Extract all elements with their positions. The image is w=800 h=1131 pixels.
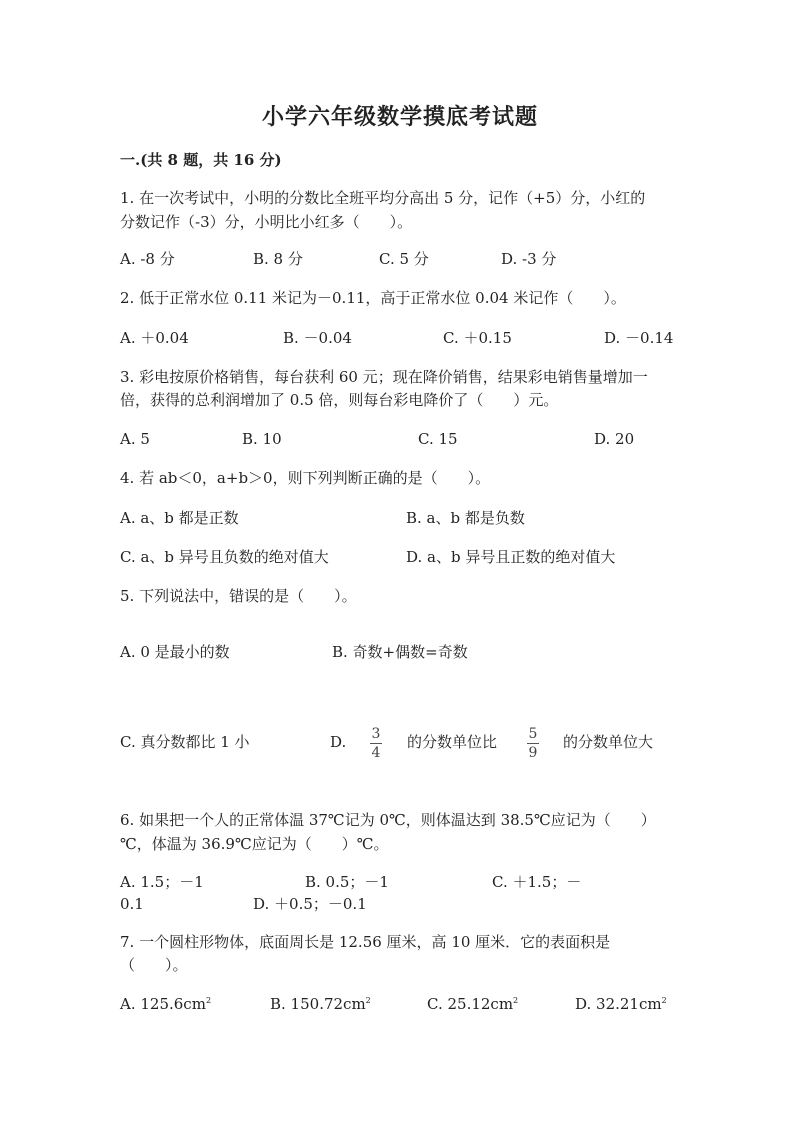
page-title: 小学六年级数学摸底考试题 bbox=[261, 104, 538, 130]
option-text: D. 32.21cm bbox=[575, 995, 662, 1013]
question-4-option-d: D. a、b 异号且正数的绝对值大 bbox=[406, 548, 616, 566]
unit-superscript: 2 bbox=[661, 996, 667, 1005]
unit-superscript: 2 bbox=[513, 996, 519, 1005]
question-6-option-c-continued: 0.1 bbox=[120, 895, 144, 913]
question-7-line-1: 7. 一个圆柱形物体，底面周长是 12.56 厘米，高 10 厘米．它的表面积是 bbox=[120, 933, 611, 951]
question-6-option-d: D. ＋0.5；－0.1 bbox=[253, 895, 367, 913]
question-6-line-1: 6. 如果把一个人的正常体温 37℃记为 0℃，则体温达到 38.5℃应记为（ ） bbox=[120, 811, 656, 829]
question-7-option-c bbox=[427, 994, 518, 1014]
question-1-line-2: 分数记作（-3）分，小明比小红多（ ）。 bbox=[120, 213, 413, 231]
section-heading: 一.(共 8 题，共 16 分) bbox=[120, 151, 282, 169]
question-6-line-2: ℃，体温为 36.9℃应记为（ ）℃。 bbox=[120, 835, 389, 853]
question-6-option-b: B. 0.5；－1 bbox=[305, 873, 389, 891]
fraction-numerator: 5 bbox=[528, 726, 538, 742]
question-6-option-a: A. 1.5；－1 bbox=[120, 873, 204, 891]
fraction-numerator: 3 bbox=[371, 726, 381, 742]
question-3-line-1: 3. 彩电按原价格销售，每台获利 60 元；现在降价销售，结果彩电销售量增加一 bbox=[120, 368, 648, 386]
question-3-line-2: 倍，获得的总利润增加了 0.5 倍，则每台彩电降价了（ ）元。 bbox=[120, 391, 559, 409]
question-2-option-a: A. ＋0.04 bbox=[120, 329, 189, 347]
question-5-option-d-text-1: 的分数单位比 bbox=[407, 733, 498, 751]
fraction-five-ninths bbox=[523, 726, 543, 761]
question-4-option-a: A. a、b 都是正数 bbox=[120, 509, 239, 527]
question-2-option-d: D. －0.14 bbox=[604, 329, 674, 347]
question-3-option-b: B. 10 bbox=[242, 430, 282, 448]
question-4-line-1: 4. 若 ab＜0，a+b＞0，则下列判断正确的是（ ）。 bbox=[120, 469, 491, 487]
option-text: C. 25.12cm bbox=[427, 995, 514, 1013]
question-5-line-1: 5. 下列说法中，错误的是（ ）。 bbox=[120, 587, 357, 605]
unit-superscript: 2 bbox=[205, 996, 212, 1005]
question-1-option-b: B. 8 分 bbox=[253, 250, 303, 268]
question-2-option-b: B. －0.04 bbox=[283, 329, 352, 347]
question-3-option-a: A. 5 bbox=[120, 430, 150, 448]
question-5-option-d-text-2: 的分数单位大 bbox=[563, 733, 654, 751]
option-text: A. 125.6cm bbox=[120, 995, 206, 1013]
question-4-option-b: B. a、b 都是负数 bbox=[406, 509, 525, 527]
question-5-option-c: C. 真分数都比 1 小 bbox=[120, 733, 250, 751]
question-3-option-d: D. 20 bbox=[594, 430, 635, 448]
question-5-option-a: A. 0 是最小的数 bbox=[120, 643, 230, 661]
question-4-option-c: C. a、b 异号且负数的绝对值大 bbox=[120, 548, 329, 566]
option-text: B. 150.72cm bbox=[270, 995, 366, 1013]
question-2-option-c: C. ＋0.15 bbox=[443, 329, 512, 347]
question-3-option-c: C. 15 bbox=[418, 430, 458, 448]
question-7-option-a bbox=[120, 994, 211, 1014]
fraction-denominator: 9 bbox=[528, 745, 538, 761]
fraction-bar bbox=[370, 743, 382, 744]
question-7-line-2: （ ）。 bbox=[120, 956, 188, 974]
question-1-option-a: A. -8 分 bbox=[120, 250, 175, 268]
question-2-line-1: 2. 低于正常水位 0.11 米记为－0.11，高于正常水位 0.04 米记作（ ）。 bbox=[120, 289, 626, 307]
question-1-line-1: 1. 在一次考试中，小明的分数比全班平均分高出 5 分，记作（+5）分，小红的 bbox=[120, 189, 646, 207]
question-1-option-c: C. 5 分 bbox=[379, 250, 429, 268]
question-1-option-d: D. -3 分 bbox=[501, 250, 557, 268]
question-6-option-c: C. ＋1.5；－ bbox=[492, 873, 582, 891]
fraction-bar bbox=[527, 743, 539, 744]
fraction-three-quarters bbox=[366, 726, 386, 761]
question-7-option-d bbox=[575, 994, 667, 1014]
question-5-option-b: B. 奇数+偶数=奇数 bbox=[332, 643, 468, 661]
question-5-option-d: D. bbox=[330, 733, 347, 751]
fraction-denominator: 4 bbox=[371, 745, 381, 761]
question-7-option-b bbox=[270, 994, 371, 1014]
unit-superscript: 2 bbox=[365, 996, 371, 1005]
